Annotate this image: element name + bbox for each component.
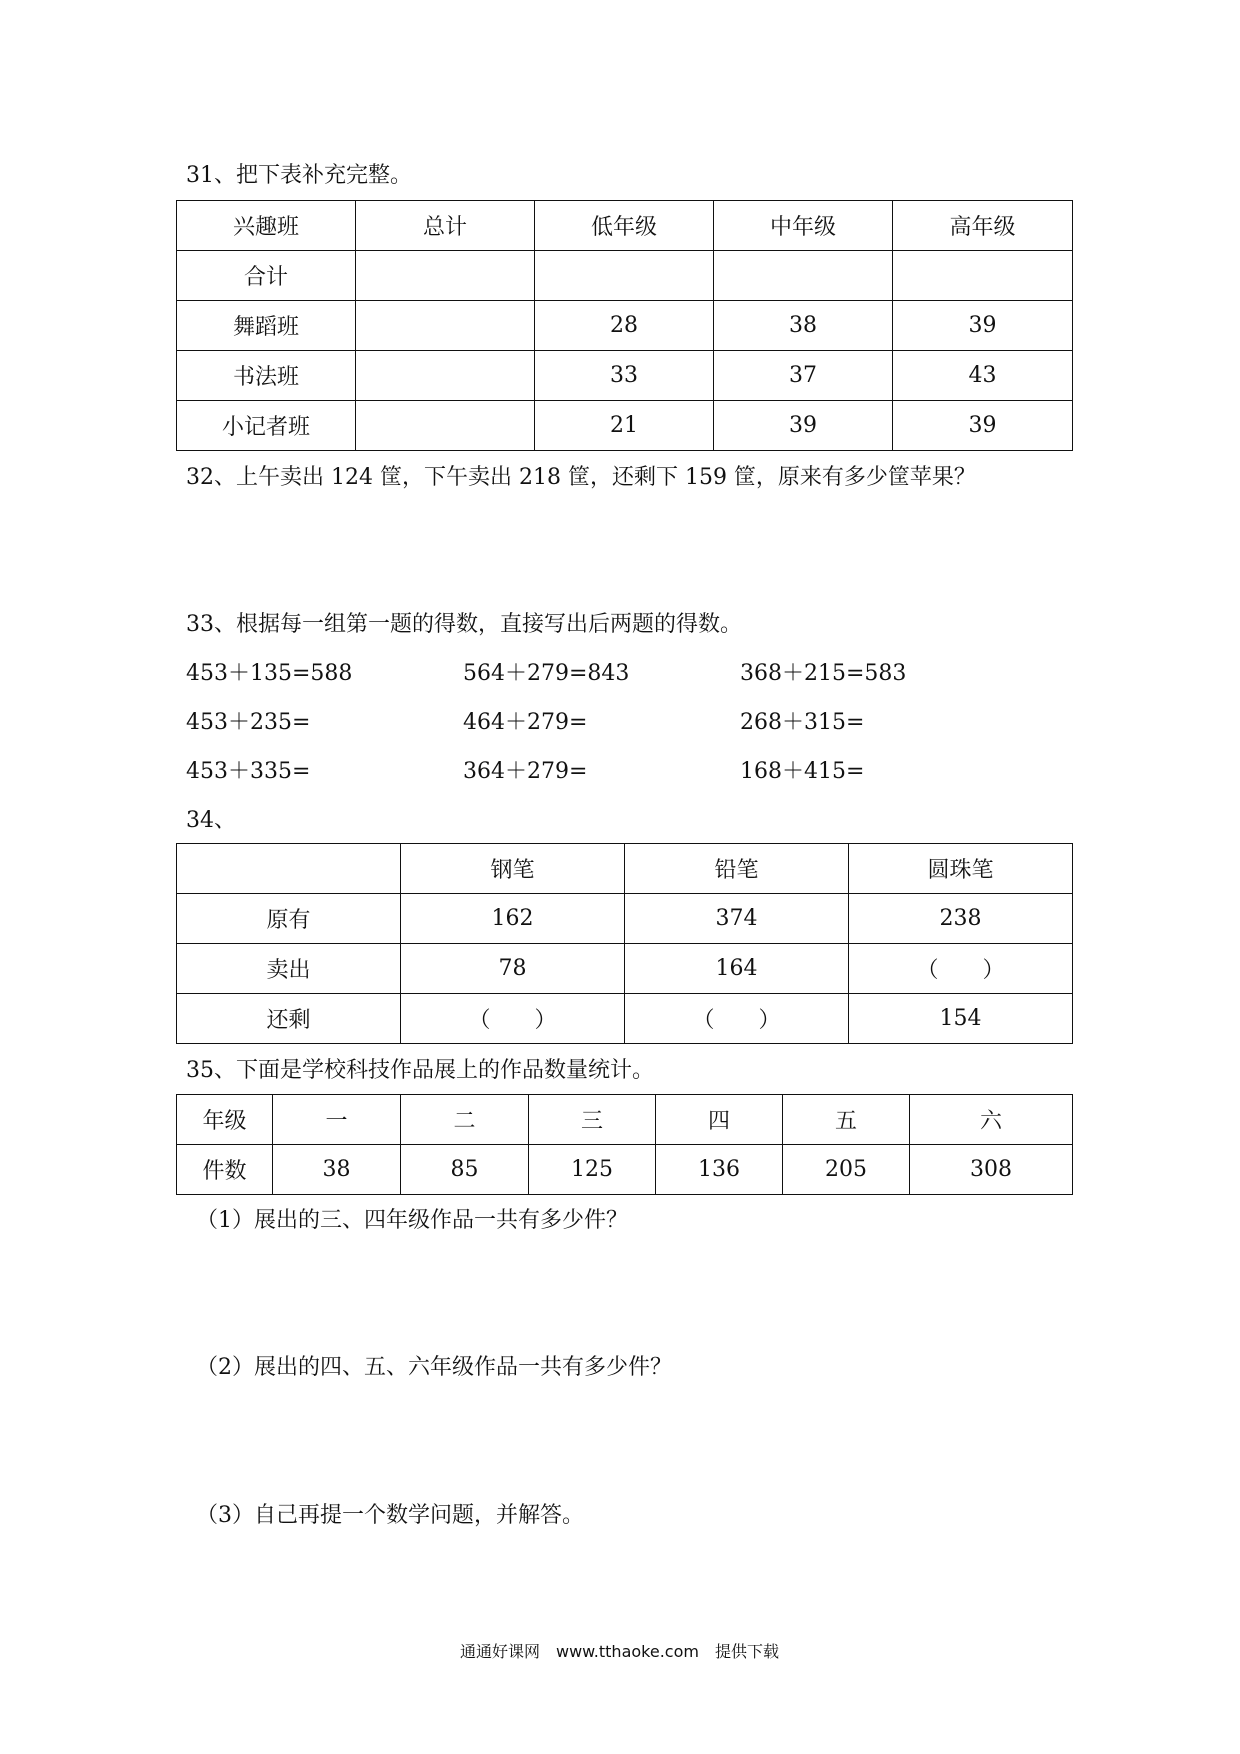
table-header <box>177 844 401 894</box>
table-cell: 154 <box>849 994 1073 1044</box>
q33-calc: 453＋335= <box>186 759 311 784</box>
table-cell: 合计 <box>177 251 356 301</box>
q33-title: 33、根据每一组第一题的得数，直接写出后两题的得数。 <box>186 612 742 637</box>
table-row <box>177 401 1073 451</box>
table-cell: 238 <box>849 894 1073 944</box>
table-header: 高年级 <box>893 201 1073 251</box>
table-header: 年级 <box>177 1095 273 1145</box>
table-cell: 43 <box>893 351 1073 401</box>
table-row <box>177 351 1073 401</box>
table-header: 兴趣班 <box>177 201 356 251</box>
table-row <box>177 1145 1073 1195</box>
q33-calc: 168＋415= <box>740 759 865 784</box>
q34-header-row <box>177 844 1073 894</box>
table-header: 圆珠笔 <box>849 844 1073 894</box>
q31-table <box>176 200 1073 451</box>
q33-calc: 268＋315= <box>740 710 865 735</box>
table-cell <box>356 401 535 451</box>
q33-calc: 364＋279= <box>463 759 588 784</box>
table-row <box>177 894 1073 944</box>
answer-blank[interactable]: （ ） <box>849 944 1073 994</box>
table-cell: 162 <box>401 894 625 944</box>
q33-calc: 368＋215=583 <box>740 661 907 686</box>
q33-calc: 564＋279=843 <box>463 661 630 686</box>
table-cell: 28 <box>535 301 714 351</box>
table-header: 钢笔 <box>401 844 625 894</box>
table-cell: 85 <box>401 1145 529 1195</box>
q31-header-row <box>177 201 1073 251</box>
q31-title: 31、把下表补充完整。 <box>186 163 412 188</box>
table-header: 三 <box>529 1095 656 1145</box>
q35-subquestion-1: （1）展出的三、四年级作品一共有多少件？ <box>196 1208 628 1233</box>
table-header: 总计 <box>356 201 535 251</box>
table-cell <box>356 251 535 301</box>
table-cell: 卖出 <box>177 944 401 994</box>
q32-text: 32、上午卖出 124 筐，下午卖出 218 筐，还剩下 159 筐，原来有多少筐苹果？ <box>186 465 976 490</box>
q35-title: 35、下面是学校科技作品展上的作品数量统计。 <box>186 1058 654 1083</box>
table-header: 低年级 <box>535 201 714 251</box>
table-header: 五 <box>783 1095 910 1145</box>
table-cell: 374 <box>625 894 849 944</box>
table-row <box>177 994 1073 1044</box>
table-cell: 38 <box>273 1145 401 1195</box>
table-cell: 164 <box>625 944 849 994</box>
table-cell: 78 <box>401 944 625 994</box>
q33-calc: 464＋279= <box>463 710 588 735</box>
answer-blank[interactable]: （ ） <box>401 994 625 1044</box>
table-cell: 136 <box>656 1145 783 1195</box>
table-cell: 39 <box>893 401 1073 451</box>
table-cell: 37 <box>714 351 893 401</box>
table-cell: 原有 <box>177 894 401 944</box>
table-header: 中年级 <box>714 201 893 251</box>
table-cell: 38 <box>714 301 893 351</box>
table-cell: 件数 <box>177 1145 273 1195</box>
table-cell <box>356 351 535 401</box>
q35-subquestion-2: （2）展出的四、五、六年级作品一共有多少件？ <box>196 1355 672 1380</box>
table-cell: 33 <box>535 351 714 401</box>
table-cell <box>893 251 1073 301</box>
q33-calc: 453＋135=588 <box>186 661 353 686</box>
table-cell: 21 <box>535 401 714 451</box>
table-header: 二 <box>401 1095 529 1145</box>
table-cell: 205 <box>783 1145 910 1195</box>
table-cell: 小记者班 <box>177 401 356 451</box>
answer-blank[interactable]: （ ） <box>625 994 849 1044</box>
table-cell: 125 <box>529 1145 656 1195</box>
table-cell: 书法班 <box>177 351 356 401</box>
table-cell: 舞蹈班 <box>177 301 356 351</box>
table-header: 四 <box>656 1095 783 1145</box>
table-header: 铅笔 <box>625 844 849 894</box>
q33-calc: 453＋235= <box>186 710 311 735</box>
table-cell: 还剩 <box>177 994 401 1044</box>
q34-table <box>176 843 1073 1044</box>
page-footer: 通通好课网 www.tthaoke.com 提供下载 <box>460 1642 779 1661</box>
table-row <box>177 251 1073 301</box>
q35-header-row <box>177 1095 1073 1145</box>
q35-table <box>176 1094 1073 1195</box>
table-header: 一 <box>273 1095 401 1145</box>
table-cell <box>714 251 893 301</box>
table-header: 六 <box>910 1095 1073 1145</box>
table-cell <box>535 251 714 301</box>
table-cell: 308 <box>910 1145 1073 1195</box>
table-row <box>177 944 1073 994</box>
q34-title: 34、 <box>186 808 236 833</box>
q35-subquestion-3: （3）自己再提一个数学问题，并解答。 <box>196 1503 584 1528</box>
table-cell: 39 <box>714 401 893 451</box>
table-cell <box>356 301 535 351</box>
table-cell: 39 <box>893 301 1073 351</box>
table-row <box>177 301 1073 351</box>
